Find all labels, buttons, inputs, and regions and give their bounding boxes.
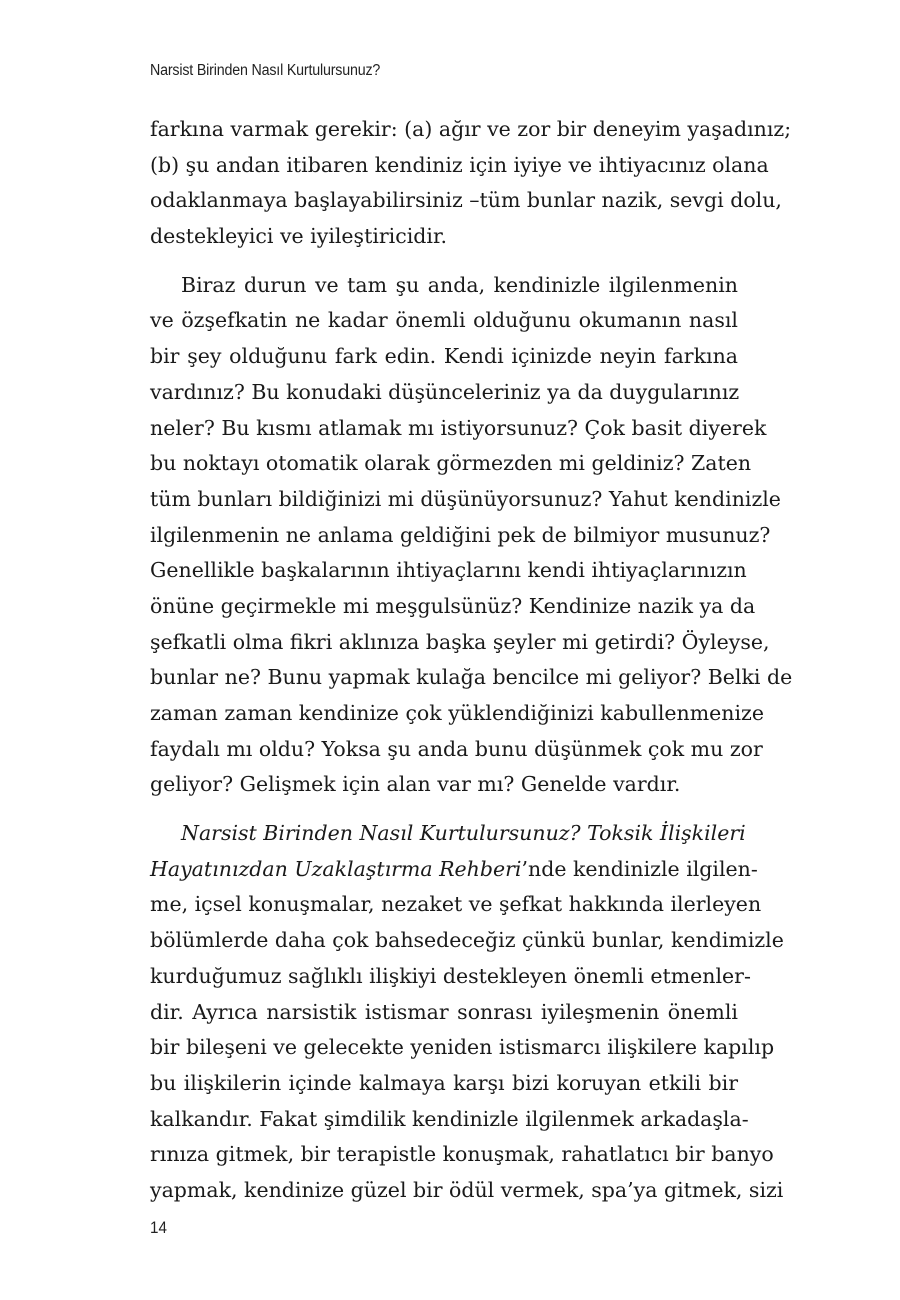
book-subtitle-italic: Hayatınızdan Uzaklaştırma Rehberi — [150, 856, 522, 881]
text-line: bölümlerde daha çok bahsedeceğiz çünkü bunlar, kendimizle — [150, 928, 784, 953]
text-line: kurduğumuz sağlıklı ilişkiyi destekleyen önemli etmenler- — [150, 963, 751, 988]
text-line: yapmak, kendinize güzel bir ödül vermek, spa’ya gitmek, sizi — [150, 1177, 784, 1202]
text-line: dir. Ayrıca narsistik istismar sonrası iyileşmenin önemli — [150, 999, 738, 1024]
page-number: 14 — [150, 1219, 167, 1237]
text-line: zaman zaman kendinize çok yüklendiğinizi kabullenmenize — [150, 701, 764, 725]
body-text — [150, 112, 793, 1209]
text-line: kalkandır. Fakat şimdilik kendinizle ilgilenmek arkadaşla- — [150, 1106, 749, 1131]
text-line: bunlar ne? Bunu yapmak kulağa bencilce mi geliyor? Belki de — [150, 665, 793, 690]
text-line: tüm bunları bildiğinizi mi düşünüyorsunuz? Yahut kendinizle — [150, 486, 781, 511]
text-line: Genellikle başkalarının ihtiyaçlarını kendi ihtiyaçlarınızın — [150, 558, 747, 583]
text-line: bu noktayı otomatik olarak görmezden mi geldiniz? Zaten — [150, 451, 752, 476]
text-line: bir bileşeni ve gelecekte yeniden istismarcı ilişkilere kapılıp — [150, 1035, 775, 1060]
paragraph-3 — [150, 816, 784, 1209]
book-title-italic: Narsist Birinden Nasıl Kurtulursunuz? Toksik İlişkileri — [181, 821, 746, 846]
text-line: faydalı mı oldu? Yoksa şu anda bunu düşünmek çok mu zor — [150, 736, 763, 761]
text-line: odaklanmaya başlayabilirsiniz –tüm bunlar nazik, sevgi dolu, — [150, 188, 782, 213]
running-header: Narsist Birinden Nasıl Kurtulursunuz? — [150, 62, 381, 79]
text-line: Biraz durun ve tam şu anda, kendinizle ilgilenmenin — [181, 272, 738, 297]
text-line: şefkatli olma fikri aklınıza başka şeyler mi getirdi? Öyleyse, — [150, 629, 770, 654]
text-line: ve özşefkatin ne kadar önemli olduğunu okumanın nasıl — [150, 308, 738, 333]
text-line: ilgilenmenin ne anlama geldiğini pek de bilmiyor musunuz? — [150, 522, 771, 547]
paragraph-1 — [150, 112, 792, 255]
text-line: önüne geçirmekle mi meşgulsünüz? Kendinize nazik ya da — [150, 593, 756, 618]
text-line: geliyor? Gelişmek için alan var mı? Genelde vardır. — [150, 772, 681, 797]
text-line — [150, 852, 758, 888]
text-line: destekleyici ve iyileştiricidir. — [150, 224, 448, 249]
text-line: neler? Bu kısmı atlamak mı istiyorsunuz? Çok basit diyerek — [150, 415, 767, 440]
text-line: vardınız? Bu konudaki düşünceleriniz ya da duygularınız — [150, 379, 740, 404]
text-line: bir şey olduğunu fark edin. Kendi içinizde neyin farkına — [150, 344, 738, 369]
paragraph-2 — [150, 268, 793, 803]
text-line: farkına varmak gerekir: (a) ağır ve zor bir deneyim yaşadınız; — [150, 117, 792, 141]
text-line: (b) şu andan itibaren kendiniz için iyiye ve ihtiyacınız olana — [150, 152, 769, 177]
text-line: rınıza gitmek, bir terapistle konuşmak, rahatlatıcı bir banyo — [150, 1142, 774, 1167]
text-line: me, içsel konuşmalar, nezaket ve şefkat hakkında ilerleyen — [150, 892, 762, 917]
text-line: bu ilişkilerin içinde kalmaya karşı bizi koruyan etkili bir — [150, 1070, 738, 1095]
text-fragment: ’nde kendinizle ilgilen- — [521, 856, 758, 881]
